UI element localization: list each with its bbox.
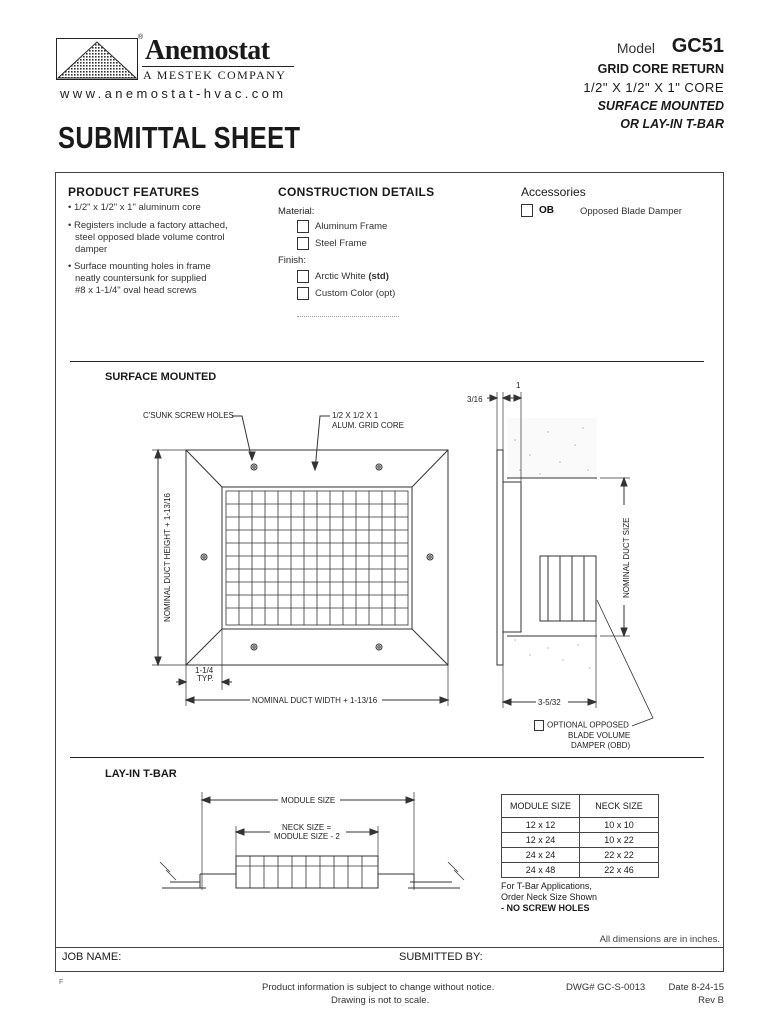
feature-3-line-2: neatly countersunk for supplied xyxy=(75,273,207,284)
dim-3-16: 3/16 xyxy=(467,395,483,404)
table-cell: 10 x 22 xyxy=(580,833,659,848)
table-cell: 12 x 12 xyxy=(502,818,580,833)
table-cell: 22 x 46 xyxy=(580,863,659,878)
finish-label: Finish: xyxy=(278,255,306,266)
core-label-1: 1/2 X 1/2 X 1 xyxy=(332,411,379,420)
ob-code: OB xyxy=(539,205,554,217)
sheet-title: SUBMITTAL SHEET xyxy=(58,120,301,155)
feature-2-line-1: • Registers include a factory attached, xyxy=(68,220,228,231)
width-dim-label: NOMINAL DUCT WIDTH + 1-13/16 xyxy=(252,696,378,705)
arctic-white-label: Arctic White xyxy=(315,271,369,283)
feature-2-line-3: damper xyxy=(75,244,108,255)
submitted-by-field[interactable] xyxy=(490,950,720,968)
feature-3-line-1: • Surface mounting holes in frame xyxy=(68,261,211,272)
table-row xyxy=(502,818,659,833)
neck-size-label-1: NECK SIZE = xyxy=(282,823,332,832)
aluminum-frame-label: Aluminum Frame xyxy=(315,221,388,233)
dim-1: 1 xyxy=(516,381,521,390)
model-line-1: GRID CORE RETURN xyxy=(597,62,724,76)
feature-3-line-3: #8 x 1-1/4" oval head screws xyxy=(75,285,197,296)
module-size-label: MODULE SIZE xyxy=(281,796,336,805)
table-header-neck: NECK SIZE xyxy=(580,795,659,818)
disclaimer-line-1: Product information is subject to change without notice. xyxy=(262,982,495,993)
table-header-module: MODULE SIZE xyxy=(502,795,580,818)
table-cell: 12 x 24 xyxy=(502,833,580,848)
feature-2-line-2: steel opposed blade volume control xyxy=(75,232,225,243)
model-line-2: 1/2" X 1/2" X 1" CORE xyxy=(583,80,724,95)
f-mark: F xyxy=(59,979,64,986)
product-features-heading: PRODUCT FEATURES xyxy=(68,185,200,199)
obd-label-1: OPTIONAL OPPOSED xyxy=(547,720,629,730)
model-code: GC51 xyxy=(671,35,724,57)
table-row xyxy=(502,848,659,863)
typ-label-2: TYP. xyxy=(197,674,214,683)
obd-label-3: DAMPER (OBD) xyxy=(571,741,631,750)
logo-text: Anemostat xyxy=(145,35,270,66)
arctic-white-std: (std) xyxy=(368,271,389,283)
job-name-field[interactable] xyxy=(130,950,390,968)
model-label: Model xyxy=(616,40,655,56)
duct-size-label: NOMINAL DUCT SIZE xyxy=(622,517,631,598)
table-row xyxy=(502,833,659,848)
custom-color-label: Custom Color (opt) xyxy=(315,288,396,300)
model-line-3: SURFACE MOUNTED xyxy=(597,99,724,113)
table-cell: 24 x 48 xyxy=(502,863,580,878)
model-line-4: OR LAY-IN T-BAR xyxy=(620,117,724,131)
website: www.anemostat-hvac.com xyxy=(60,86,287,101)
construction-heading: CONSTRUCTION DETAILS xyxy=(278,185,435,199)
table-cell: 24 x 24 xyxy=(502,848,580,863)
lay-in-tbar-heading: LAY-IN T-BAR xyxy=(105,768,177,780)
revision: Rev B xyxy=(698,995,724,1006)
registered-mark: ® xyxy=(138,34,144,41)
table-cell: 22 x 22 xyxy=(580,848,659,863)
submitted-by-label: SUBMITTED BY: xyxy=(399,951,483,963)
tbar-note-1: For T-Bar Applications, xyxy=(501,881,592,891)
steel-frame-label: Steel Frame xyxy=(315,238,367,250)
typ-label-1: 1-1/4 xyxy=(195,666,214,675)
dwg-number: DWG# GC-S-0013 xyxy=(566,982,646,993)
material-label: Material: xyxy=(278,206,315,217)
tbar-note-2: Order Neck Size Shown xyxy=(501,892,598,902)
job-row-divider xyxy=(55,947,724,948)
tbar-note-3: - NO SCREW HOLES xyxy=(501,903,590,913)
all-dimensions-note: All dimensions are in inches. xyxy=(599,934,720,945)
date: Date 8-24-15 xyxy=(668,982,724,993)
neck-size-label-2: MODULE SIZE - 2 xyxy=(274,832,340,841)
feature-1-line-1: • 1/2" x 1/2" x 1" aluminum core xyxy=(68,202,201,213)
size-table xyxy=(501,794,659,878)
core-label-2: ALUM. GRID CORE xyxy=(332,421,405,430)
table-row xyxy=(502,863,659,878)
height-dim-label: NOMINAL DUCT HEIGHT + 1-13/16 xyxy=(163,493,172,622)
table-cell: 10 x 10 xyxy=(580,818,659,833)
ob-description: Opposed Blade Damper xyxy=(580,206,682,217)
surface-mounted-heading: SURFACE MOUNTED xyxy=(105,371,217,383)
table-header-row xyxy=(502,795,659,818)
csunk-label: C'SUNK SCREW HOLES xyxy=(143,411,234,420)
accessories-heading: Accessories xyxy=(521,185,586,199)
logo-tagline: A MESTEK COMPANY xyxy=(143,68,287,82)
disclaimer-line-2: Drawing is not to scale. xyxy=(331,995,430,1006)
job-name-label: JOB NAME: xyxy=(62,951,122,963)
dim-3-5-32: 3-5/32 xyxy=(538,698,561,707)
obd-label-2: BLADE VOLUME xyxy=(568,731,631,740)
